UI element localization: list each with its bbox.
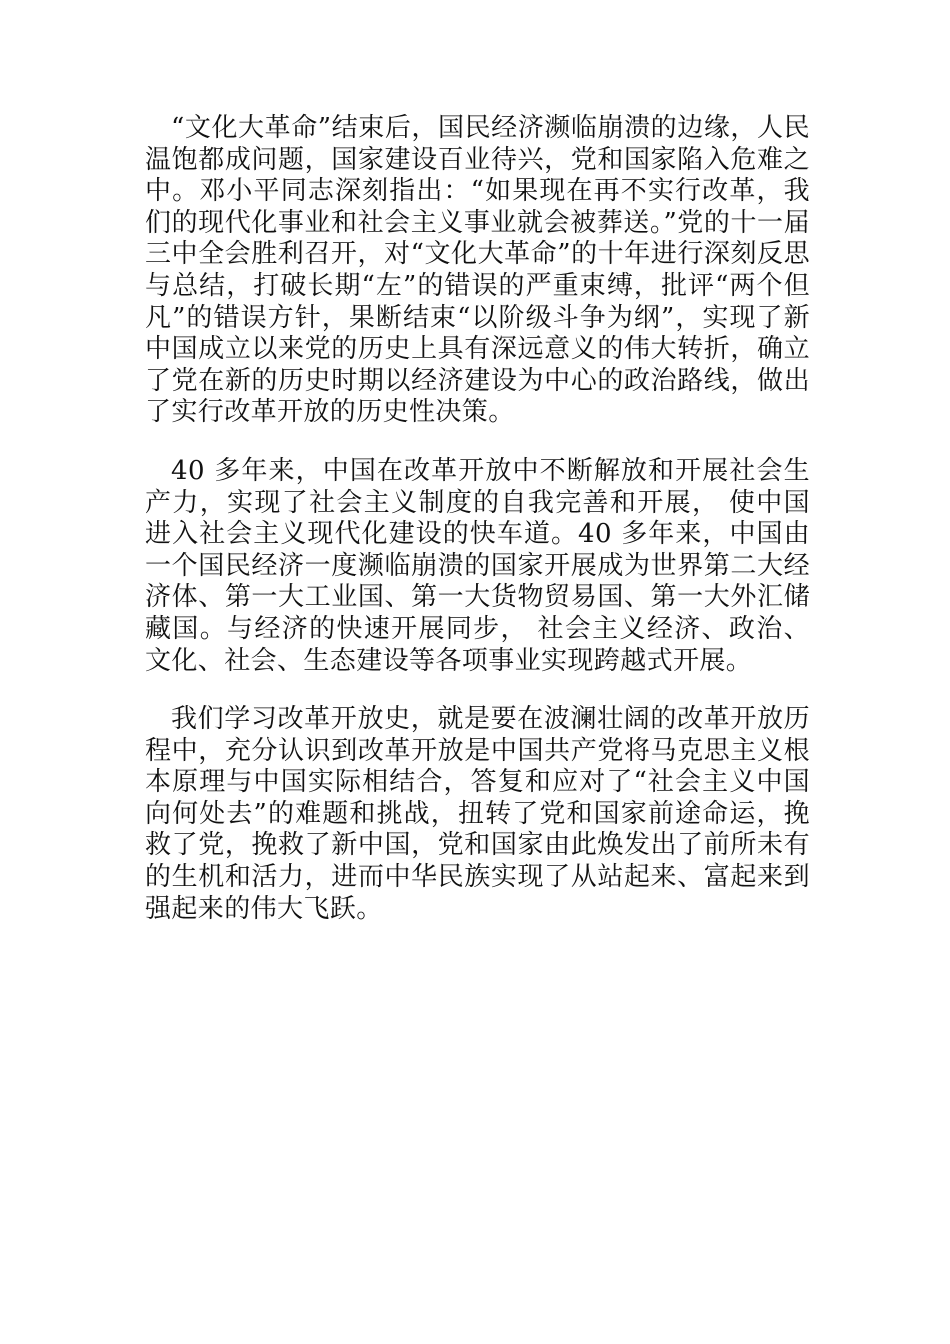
paragraph-1: “文化大革命”结束后，国民经济濒临崩溃的边缘，人民温饱都成问题，国家建设百业待兴，党和国家陷入危难之中。邓小平同志深刻指出：“如果现在再不实行改革，我们的现代化事业和社会主义事业就会被葬送。”党的十一届三中全会胜利召开，对“文化大革命”的十年进行深刻反思与总结，打破长期“左”的错误的严重束缚，批评“两个但凡”的错误方针，果断结束“以阶级斗争为纲”，实现了新中国成立以来党的历史上具有深远意义的伟大转折，确立了党在新的历史时期以经济建设为中心的政治路线，做出了实行改革开放的历史性决策。 [145,113,810,428]
paragraph-2: 40 多年来，中国在改革开放中不断解放和开展社会生产力，实现了社会主义制度的自我完善和开展， 使中国进入社会主义现代化建设的快车道。40 多年来，中国由一个国民经济一度濒临崩溃的国家开展成为世界第二大经济体、第一大工业国、第一大货物贸易国、第一大外汇储藏国。与经济的快速开展同步， 社会主义经济、政治、文化、社会、生态建设等各项事业实现跨越式开展。 [145,455,810,676]
paragraph-3: 我们学习改革开放史，就是要在波澜壮阔的改革开放历程中，充分认识到改革开放是中国共产党将马克思主义根本原理与中国实际相结合，答复和应对了“社会主义中国向何处去”的难题和挑战，扭转了党和国家前途命运，挽救了党，挽救了新中国，党和国家由此焕发出了前所未有的生机和活力，进而中华民族实现了从站起来、富起来到强起来的伟大飞跃。 [145,704,810,924]
document-body [145,113,810,925]
